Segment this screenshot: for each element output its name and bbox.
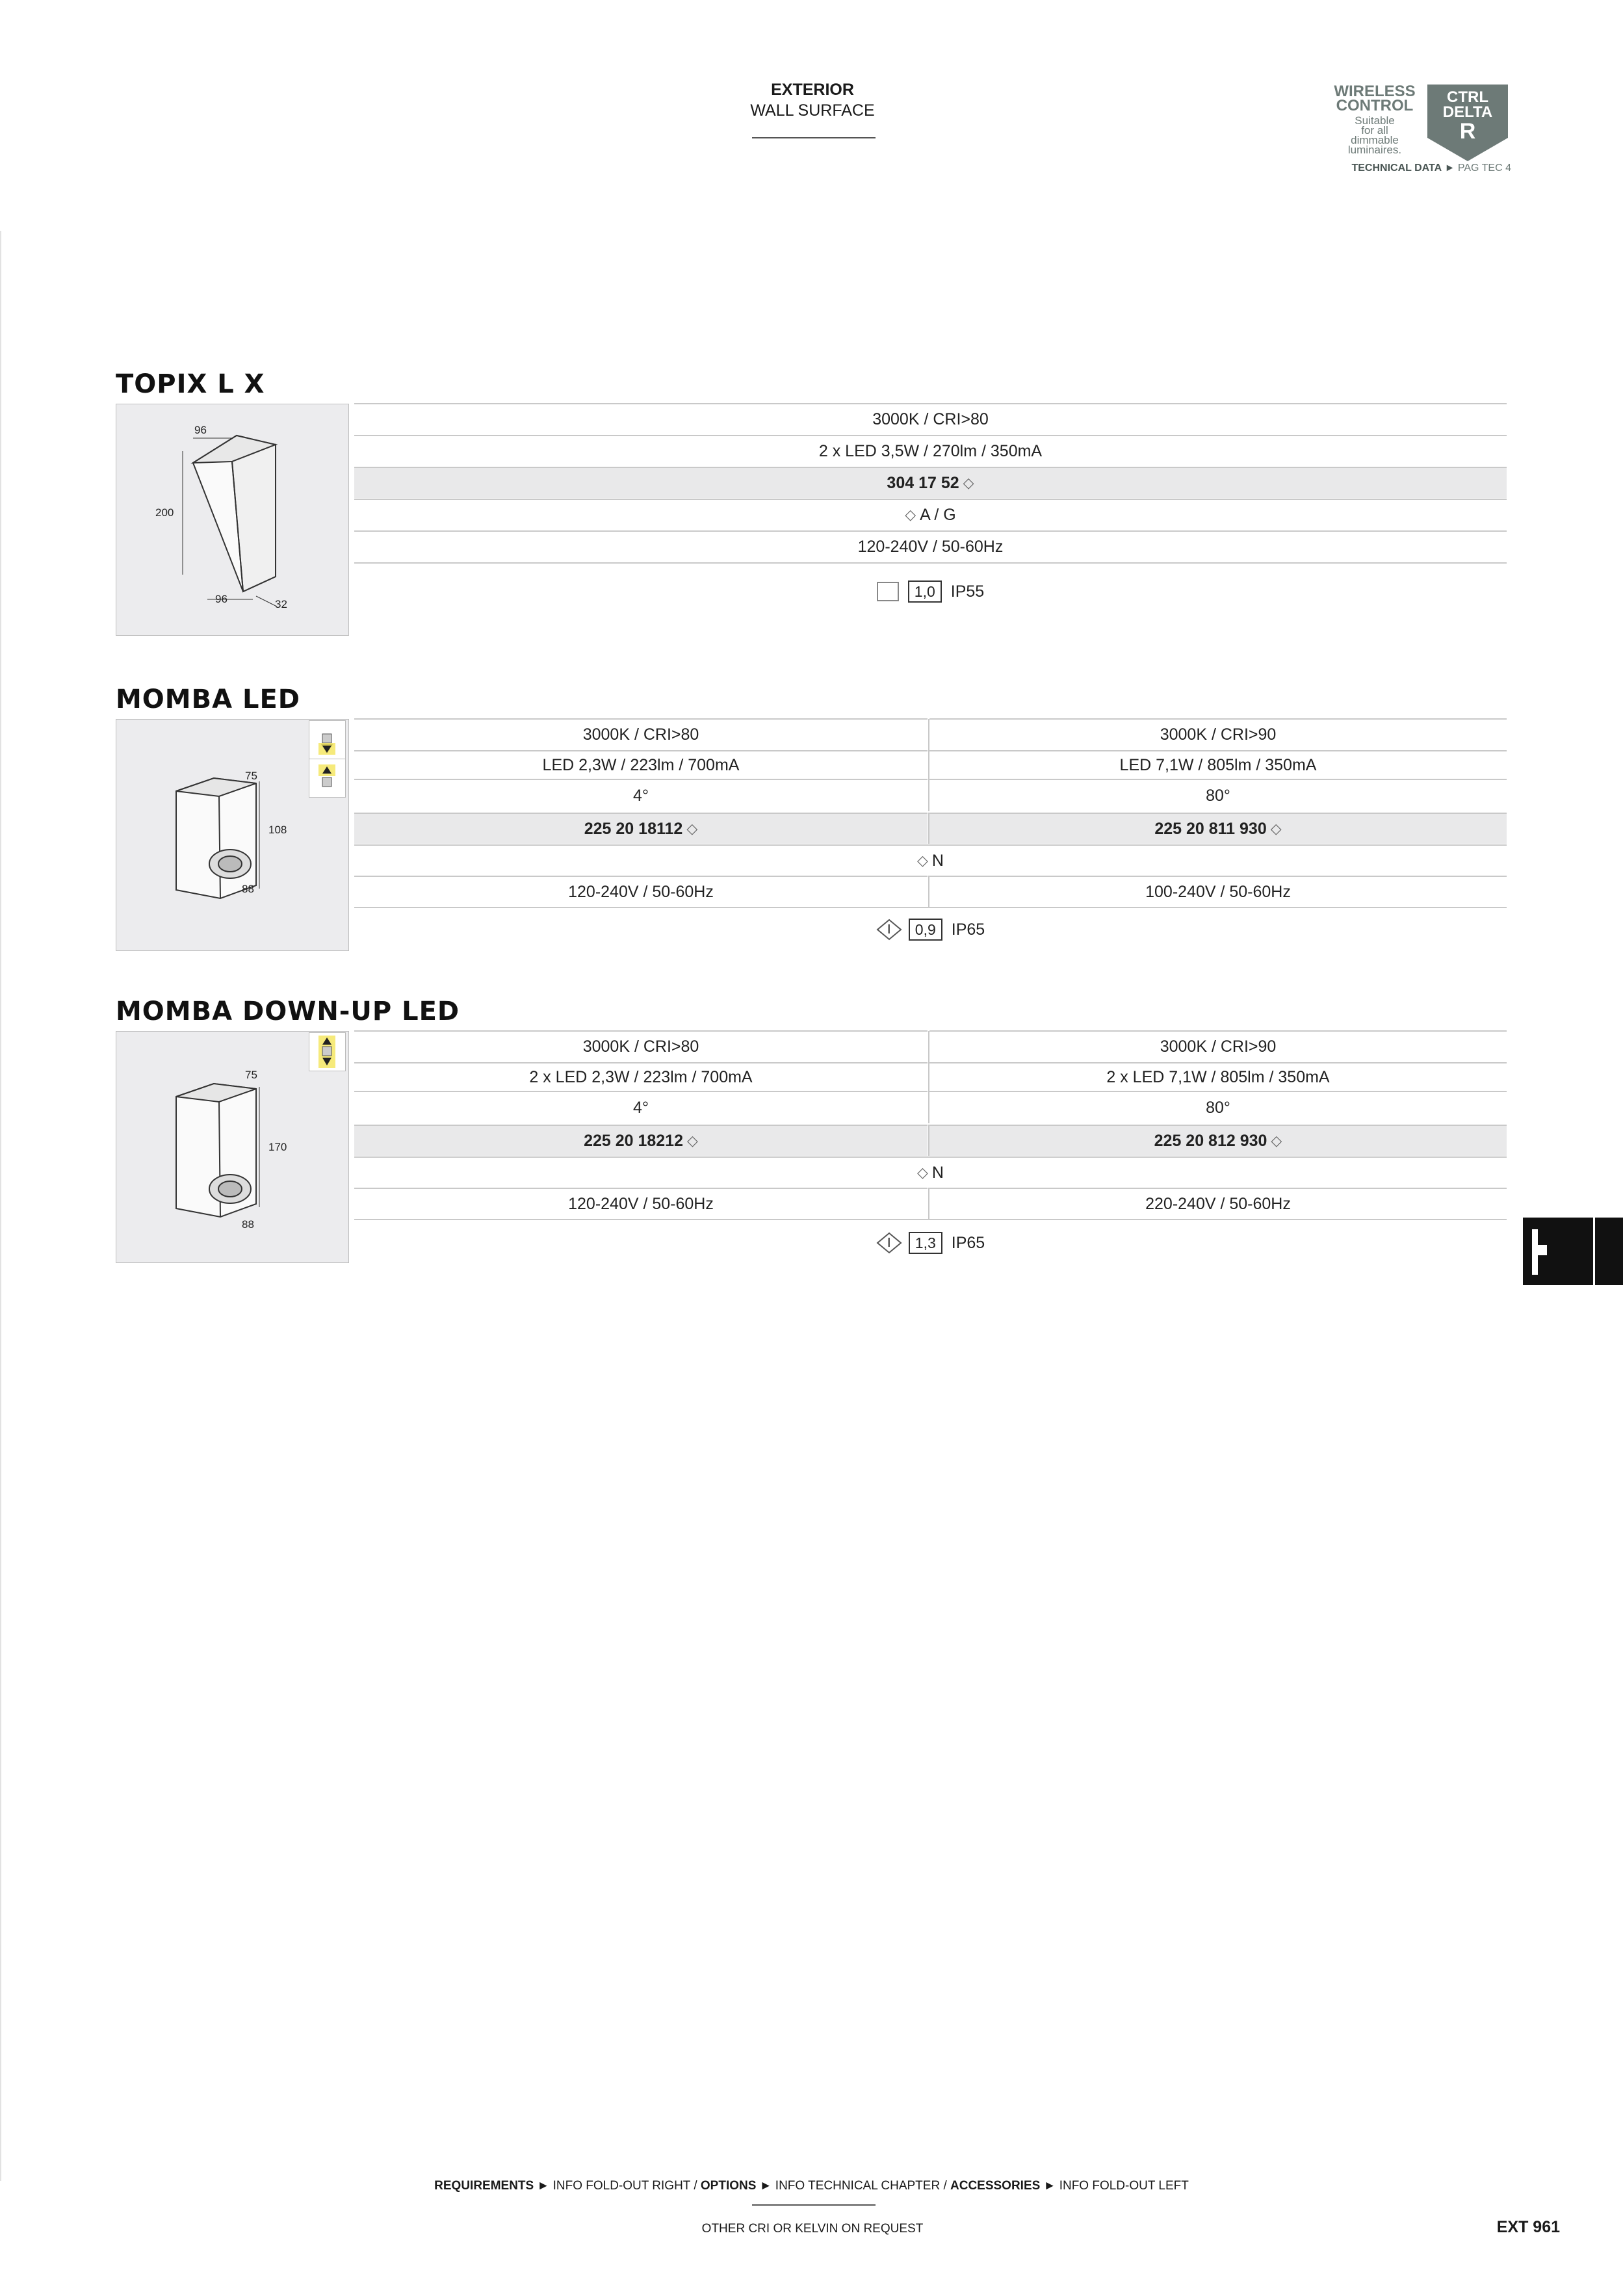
momba-voltage-left	[354, 876, 928, 907]
momba-cri-right	[929, 718, 1507, 750]
technical-data-ref[interactable]	[1326, 163, 1511, 174]
req-text: INFO FOLD-OUT RIGHT /	[552, 2179, 697, 2193]
dim-height: 108	[268, 824, 287, 836]
downup-code-r[interactable]: 225 20 812 930	[1154, 1131, 1267, 1150]
dim-top: 75	[245, 770, 257, 782]
downup-led-l: 2 x LED 2,3W / 223lm / 700mA	[529, 1067, 753, 1086]
category-title: EXTERIOR	[771, 81, 854, 99]
momba-finish: N	[931, 851, 944, 870]
footer-note: OTHER CRI OR KELVIN ON REQUEST	[701, 2222, 924, 2236]
dim-top: 75	[245, 1069, 257, 1081]
downup-voltage-l: 120-240V / 50-60Hz	[568, 1194, 714, 1213]
header-divider	[752, 137, 876, 138]
wireless-note-1: Suitable	[1355, 114, 1395, 127]
momba-voltage-right	[929, 876, 1507, 907]
direction-downup-icon[interactable]	[309, 1032, 346, 1071]
topix-cri-row	[354, 403, 1507, 434]
downup-finish-row	[354, 1156, 1507, 1188]
wireless-note-4: luminaires.	[1347, 144, 1402, 156]
product-image-topix	[116, 404, 349, 636]
class-ii-icon	[877, 582, 899, 601]
dim-depth: 32	[275, 598, 287, 610]
footer-divider	[752, 2204, 876, 2206]
wireless-title-1: WIRELESS	[1334, 83, 1416, 100]
product-title-momba-downup: MOMBA DOWN-UP LED	[116, 997, 460, 1026]
req-label[interactable]: REQUIREMENTS	[434, 2179, 534, 2193]
topix-code-row[interactable]	[354, 467, 1507, 498]
momba-icon-row	[354, 917, 1507, 943]
momba-voltage-r: 100-240V / 50-60Hz	[1145, 882, 1291, 901]
downup-cri-l: 3000K / CRI>80	[582, 1037, 699, 1056]
topix-voltage-row	[354, 530, 1507, 562]
downup-led-left	[354, 1062, 928, 1091]
page-margin-line	[0, 231, 1, 2181]
momba-led-r: LED 7,1W / 805lm / 350mA	[1119, 755, 1317, 774]
momba-beam-left	[354, 779, 928, 811]
wireless-note-3: dimmable	[1351, 134, 1399, 146]
downup-class: I	[887, 1235, 891, 1250]
topix-cri: 3000K / CRI>80	[872, 410, 989, 428]
downup-code-right[interactable]	[929, 1125, 1507, 1156]
wireless-control-block	[1326, 85, 1423, 155]
dim-height: 200	[155, 506, 174, 519]
class-i-icon	[876, 919, 893, 941]
momba-bottom-rule	[354, 907, 1507, 908]
acc-label[interactable]: ACCESSORIES	[950, 2179, 1041, 2193]
momba-cri-l: 3000K / CRI>80	[582, 725, 699, 744]
topix-bottom-rule	[354, 562, 1507, 564]
diamond-icon: ◇	[1271, 1132, 1282, 1149]
downup-ip: IP65	[951, 1233, 985, 1252]
topix-ip: IP55	[950, 582, 985, 601]
dim-height: 170	[268, 1141, 287, 1153]
dim-bottom: 96	[215, 593, 227, 605]
downup-icon-row	[354, 1230, 1507, 1256]
dim-top: 96	[194, 424, 207, 436]
momba-led-right	[929, 750, 1507, 779]
dim-bottom: 88	[242, 1218, 254, 1231]
category-subtitle: WALL SURFACE	[750, 101, 875, 120]
momba-voltage-l: 120-240V / 50-60Hz	[568, 882, 714, 901]
downup-voltage-r: 220-240V / 50-60Hz	[1145, 1194, 1291, 1213]
diamond-icon: ◇	[917, 852, 928, 868]
topix-drawing	[116, 404, 348, 635]
topix-code[interactable]: 304 17 52	[887, 473, 959, 492]
downup-voltage-right	[929, 1188, 1507, 1219]
downup-code-left[interactable]	[354, 1125, 928, 1156]
tech-label: TECHNICAL DATA	[1351, 163, 1442, 174]
diamond-icon: ◇	[1270, 820, 1282, 837]
arrow-right-icon: ►	[759, 2179, 772, 2193]
wireless-title-2: CONTROL	[1336, 97, 1414, 114]
momba-code-left[interactable]	[354, 813, 928, 844]
downup-beam-left	[354, 1091, 928, 1123]
dim-bottom: 88	[242, 883, 254, 895]
updown-arrow-icon	[309, 1033, 345, 1071]
momba-beam-right	[929, 779, 1507, 811]
momba-cri-left	[354, 718, 928, 750]
downup-beam-l: 4°	[633, 1098, 649, 1117]
badge-ctrl: CTRL	[1447, 88, 1488, 106]
acc-text: INFO FOLD-OUT LEFT	[1059, 2179, 1189, 2193]
momba-ip: IP65	[951, 920, 985, 939]
downup-led-r: 2 x LED 7,1W / 805lm / 350mA	[1106, 1067, 1330, 1086]
wireless-note-2: for all	[1361, 124, 1388, 137]
topix-voltage: 120-240V / 50-60Hz	[857, 537, 1004, 556]
badge-delta: DELTA	[1442, 103, 1493, 121]
momba-led-left	[354, 750, 928, 779]
page-number: EXT 961	[1496, 2218, 1560, 2236]
momba-beam-l: 4°	[633, 786, 649, 805]
momba-cri-r: 3000K / CRI>90	[1160, 725, 1277, 744]
downup-cri-right	[929, 1030, 1507, 1062]
diamond-icon: ◇	[687, 1132, 698, 1149]
downup-finish: N	[931, 1163, 944, 1182]
arrow-right-icon: ►	[537, 2179, 550, 2193]
up-arrow-icon	[309, 759, 345, 797]
momba-code-l[interactable]: 225 20 18112	[584, 819, 683, 838]
diamond-icon: ◇	[686, 820, 698, 837]
footer-references	[260, 2179, 1363, 2193]
downup-cri-left	[354, 1030, 928, 1062]
topix-led: 2 x LED 3,5W / 270lm / 350mA	[818, 441, 1043, 460]
product-title-momba: MOMBA LED	[116, 685, 300, 714]
direction-down-icon[interactable]	[309, 720, 346, 759]
wall-surface-icon	[1523, 1218, 1623, 1285]
topix-led-row	[354, 435, 1507, 466]
topix-weight: 1,0	[908, 581, 942, 603]
downup-voltage-left	[354, 1188, 928, 1219]
diamond-icon: ◇	[917, 1164, 928, 1181]
arrow-right-icon: ►	[1043, 2179, 1056, 2193]
topix-finish-row	[354, 499, 1507, 530]
topix-icon-row	[354, 579, 1507, 605]
product-title-topix: TOPIX L X	[116, 369, 265, 399]
class-i-icon	[876, 1232, 893, 1254]
momba-weight: 0,9	[909, 919, 942, 941]
direction-up-icon[interactable]	[309, 759, 346, 798]
opt-text: INFO TECHNICAL CHAPTER /	[775, 2179, 947, 2193]
momba-class: I	[887, 922, 891, 937]
momba-led-l: LED 2,3W / 223lm / 700mA	[542, 755, 740, 774]
arrow-right-icon: ►	[1444, 163, 1455, 174]
topix-finish: A / G	[920, 505, 956, 524]
opt-label[interactable]: OPTIONS	[700, 2179, 757, 2193]
downup-led-right	[929, 1062, 1507, 1091]
momba-code-r[interactable]: 225 20 811 930	[1154, 819, 1267, 838]
diamond-icon: ◇	[905, 506, 916, 523]
momba-finish-row	[354, 844, 1507, 876]
downup-beam-r: 80°	[1206, 1098, 1230, 1117]
badge-r: R	[1459, 119, 1476, 144]
downup-code-l[interactable]: 225 20 18212	[584, 1131, 683, 1150]
down-arrow-icon	[309, 721, 345, 759]
downup-bottom-rule	[354, 1219, 1507, 1220]
downup-cri-r: 3000K / CRI>90	[1160, 1037, 1277, 1056]
ctrl-delta-badge	[1427, 85, 1508, 163]
downup-beam-right	[929, 1091, 1507, 1123]
tech-page: PAG TEC 4	[1457, 163, 1511, 174]
section-tab[interactable]	[1523, 1218, 1623, 1285]
diamond-icon: ◇	[963, 475, 974, 491]
downup-weight: 1,3	[909, 1232, 942, 1254]
momba-beam-r: 80°	[1206, 786, 1230, 805]
momba-code-right[interactable]	[929, 813, 1507, 844]
